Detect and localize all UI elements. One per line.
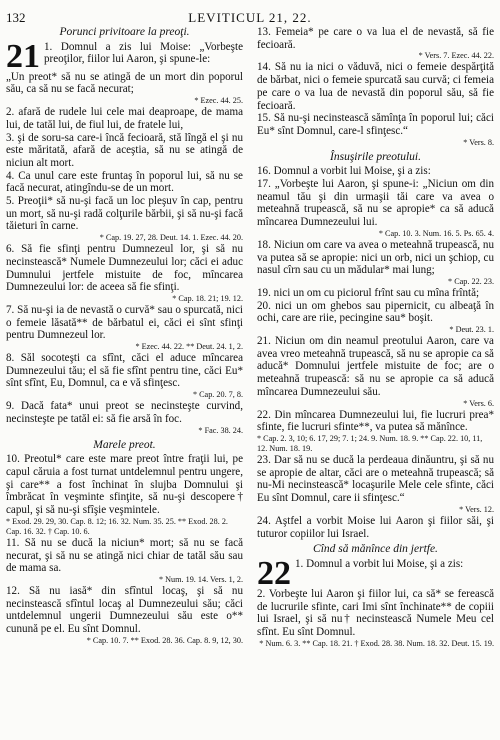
section-heading: Porunci privitoare la preoţi. [59,26,190,38]
cross-reference: * Fac. 38. 24. [198,425,243,435]
verse: 16. Domnul a vorbit lui Moise, şi a zis: [257,165,431,178]
verse: 17. „Vorbeşte lui Aaron, şi spune-i: „Niciun om din neamul tău şi din urmaşii tăi care va avea o meteahnă trupească, să nu se apropie* ca să aducă mîncarea Dumnezeului lui. [257,178,494,229]
verse: „Un preot* să nu se atingă de un mort din poporul său, ca să nu se facă necurat; [6,70,243,96]
cross-reference: * Vers. 7. Ezec. 44. 22. [418,51,494,61]
verse: 2. Vorbeşte lui Aaron şi fiilor lui, ca să* se ferească de lucrurile sfinte, cari Imi sînt închinate** de copiii lui Israel, şi să nu† necinstească Numele Meu cel sfînt. Eu sînt Domnul. [257,587,494,639]
cross-reference: * Ezec. 44. 25. [194,96,243,106]
section-heading: Cînd să mănînce din jertfe. [313,543,438,556]
text-columns [6,26,494,736]
verse: 14. Să nu ia nici o văduvă, nici o femeie despărţită de bărbat, nici o femeie spurcată sau curvă; ci femeia pe care o va lua de nevastă din poporul său, să fie fecioară. [257,61,494,112]
verse: 13. Femeia* pe care o va lua el de nevastă, să fie fecioară. [257,26,494,51]
left-column [6,26,250,736]
verse: 3. şi de soru-sa care-i încă fecioară, stă lîngă el şi nu este măritată, afară de aceştia, să nu se atingă de niciun alt mort. [6,131,243,169]
chapter-start [6,41,243,71]
verse: 18. Niciun om care va avea o meteahnă trupească, nu va putea să se apropie: nici un orb, nici un şchiop, cu nasul cîrn sau cu un mădular* mai lung; [257,238,494,277]
verse: 19. nici un om cu piciorul frînt sau cu mîna frîntă; [257,286,480,299]
cross-reference: * Exod. 29. 29, 30. Cap. 8. 12; 16. 32. Num. 35. 25. ** Exod. 28. 2. Cap. 16. 32. † Cap. 10. 6. [6,516,228,536]
cross-reference: * Vers. 12. [459,504,494,514]
page-header [6,6,494,26]
right-column [250,26,494,736]
verse: 8. Săl socoteşti ca sfînt, căci el aduce mîncarea Dumnezeului tău; el să fie sfînt pentru tine, căci Eu* sînt sfînt, Eu, Domnul, ca e vă sfinţesc. [6,352,243,390]
cross-reference: * Vers. 6. [463,398,494,408]
cross-reference: * Cap. 19. 27, 28. Deut. 14. 1. Ezec. 44. 20. [99,233,243,243]
running-title: LEVITICUL 21, 22. [188,10,312,25]
chapter-number: 21 [6,40,40,71]
verse: 7. Să nu-şi ia de nevastă o curvă* sau o spurcată, nici o femeie lăsată** de bărbatul ei, căci ei sînt sfinţi pentru Dumnezeul lor. [6,303,243,342]
section-heading: Marele preot. [93,438,156,451]
verse: 4. Ca unul care este fruntaş în poporul lui, să nu se facă necurat, atingîndu-se de un mort. [6,169,243,195]
chapter-start [257,558,494,588]
verse: 9. Dacă fata* unui preot se necinsteşte curvind, necinsteşte pe tatăl ei: să fie arsă în foc. [6,400,243,425]
cross-reference: * Cap. 20. 7, 8. [192,390,243,400]
section-heading: Însuşirile preotului. [330,150,421,163]
verse: 10. Preotul* care este mare preot între fraţii lui, pe capul căruia a fost turnat untdelemnul pentru ungere, şi care** a fost închinat în slujba Domnului şi îmbrăcat în veşminte sfinţite, să nu-şi descopere† capul, şi să nu-şi sfîşie veşmintele. [6,453,243,517]
cross-reference: * Cap. 10. 7. ** Exod. 28. 36. Cap. 8. 9, 12, 30. [86,635,243,645]
cross-reference: * Cap. 22. 23. [448,276,494,286]
verse: 24. Aştfel a vorbit Moise lui Aaron şi fiilor săi, şi tuturor copiilor lui Israel. [257,514,494,540]
verse: 11. Să nu se ducă la niciun* mort; să nu se facă necurat, şi să nu se atingă nici chiar de tatăl său sau de mama sa. [6,536,243,575]
cross-reference: * Vers. 8. [463,137,494,147]
cross-reference: * Deut. 23. 1. [449,325,494,335]
verse: 1. Domnul a vorbit lui Moise, şi a zis: [295,557,464,570]
verse: 15. Să nu-şi necinstească sămînţa în poporul lui; căci Eu* sînt Domnul, care-l sfinţesc.“ [257,112,494,137]
cross-reference: * Num. 6. 3. ** Cap. 18. 21. † Exod. 28. 38. Num. 18. 32. Deut. 15. 19. [259,638,494,648]
verse: 1. Domnul a zis lui Moise: „Vorbeşte preoţilor, fiilor lui Aaron, şi spune-le: [44,40,243,66]
cross-reference: * Cap. 10. 3. Num. 16. 5. Ps. 65. 4. [378,228,494,238]
cross-reference: * Cap. 2. 3, 10; 6. 17, 29; 7. 1; 24. 9. Num. 18. 9. ** Cap. 22. 10, 11, 12. Num. 18. 19. [257,433,483,453]
verse: 2. afară de rudele lui cele mai deaproape, de mama lui, de tatăl lui, de fiul lui, de fratele lui, [6,106,243,131]
chapter-number: 22 [257,557,291,588]
verse: 6. Să fie sfinţi pentru Dumnezeul lor, şi să nu necinstească* Numele Dumnezeului lor; căci ei aduc Dumnului jertfele mistuite de foc, mîncarea Dumnezeului lor: de aceea să fie sfinţi. [6,243,243,294]
page-number: 132 [6,10,26,25]
verse: 21. Niciun om din neamul preotului Aaron, care va avea vreo meteahnă trupească, să nu se apropie ca să aducă* Domnului jertfele mistuite de foc; are o meteahnă trupească: să nu se apropie ca să aducă mîncarea Dumnezeului său. [257,335,494,398]
cross-reference: * Num. 19. 14. Vers. 1, 2. [159,574,243,584]
verse: 5. Preoţii* să nu-şi facă un loc pleşuv în cap, pentru un mort, să nu-şi radă colţurile bărbii, şi să nu-şi facă tăieturi în carne. [6,195,243,233]
verse: 12. Să nu iasă* din sfîntul locaş, şi să nu necinstească sfîntul locaş al Dumnezeului său; căci untdelemnul ungerii Dumnezeului său este o** cunună pe el. Eu sînt Domnul. [6,584,243,636]
verse: 20. nici un om ghebos sau pipernicit, cu albeaţă în ochi, care are riie, pecingine sau* boşit. [257,299,494,325]
verse: 23. Dar să nu se ducă la perdeaua dinăuntru, şi să nu se apropie de altar, căci are o meteahnă trupească; să nu-Mi necinstească* locaşurile Mele cele sfinte, căci Eu sînt Domnul, care ii sfinţesc.“ [257,453,494,505]
cross-reference: * Ezec. 44. 22. ** Deut. 24. 1, 2. [135,342,243,352]
verse: 22. Din mîncarea Dumnezeului lui, fie lucruri prea* sfinte, fie lucruri sfinte**, va putea să mănînce. [257,408,494,434]
cross-reference: * Cap. 18. 21; 19. 12. [172,293,243,303]
